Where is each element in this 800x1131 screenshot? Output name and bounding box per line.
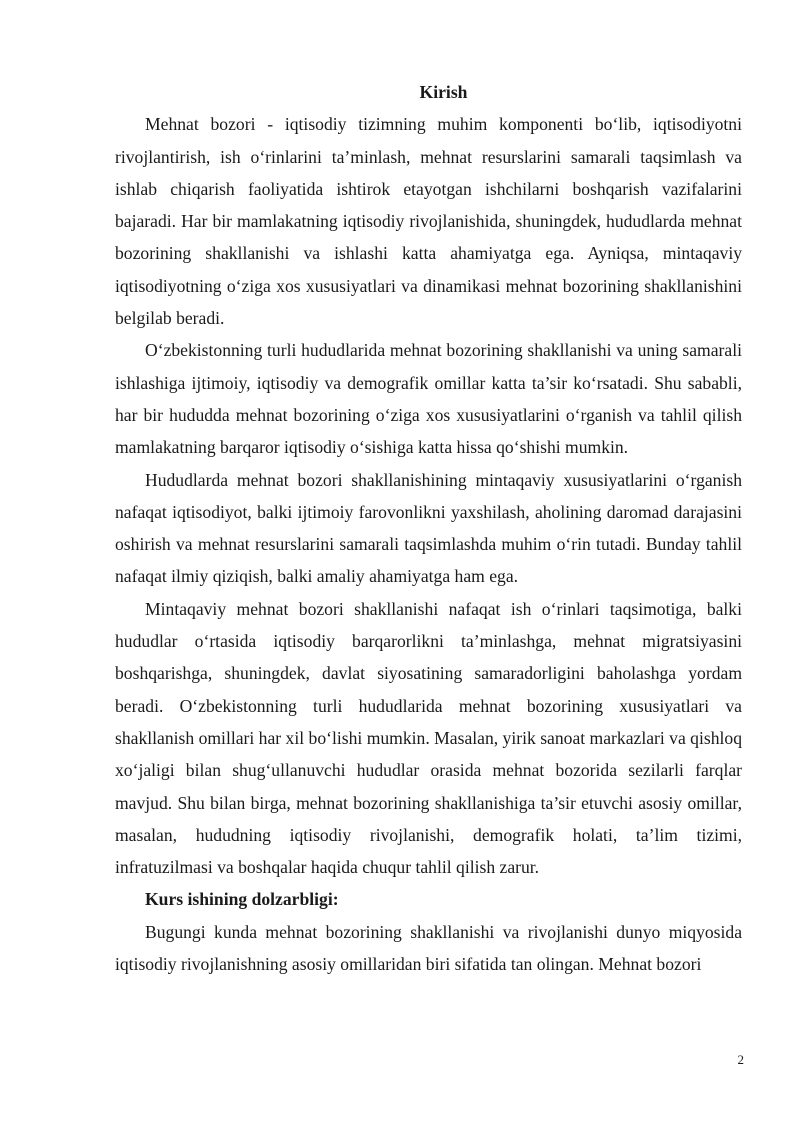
paragraph-5: Bugungi kunda mehnat bozorining shakllanishi va rivojlanishi dunyo miqyosida iqtisodiy rivojlanishning asosiy omillaridan biri sifatida tan olingan. Mehnat bozori — [115, 921, 742, 975]
paragraph-3: Hududlarda mehnat bozori shakllanishining mintaqaviy xususiyatlarini o‘rganish nafaqat iqtisodiyot, balki ijtimoiy farovonlikni yaxshilash, aholining daromad darajasini oshirish va mehnat resurslarini samarali taqsimlashda muhim o‘rin tutadi. Bunday tahlil nafaqat ilmiy qiziqish, balki amaliy ahamiyatga ham ega. — [115, 469, 742, 587]
subsection-heading: Kurs ishining dolzarbligi: — [145, 889, 339, 910]
paragraph-2: O‘zbekistonning turli hududlarida mehnat bozorining shakllanishi va uning samarali ishlashiga ijtimoiy, iqtisodiy va demografik omillar katta ta’sir ko‘rsatadi. Shu sababli, har bir hududda mehnat bozorining o‘ziga xos xususiyatlarini o‘rganish va tahlil qilish mamlakatning barqaror iqtisodiy o‘sishiga katta hissa qo‘shishi mumkin. — [115, 340, 742, 458]
page-number: 2 — [737, 1052, 744, 1067]
document-body — [115, 76, 742, 980]
paragraph-1: Mehnat bozori - iqtisodiy tizimning muhim komponenti bo‘lib, iqtisodiyotni rivojlantirish, ish o‘rinlarini ta’minlash, mehnat resurslarini samarali taqsimlash va ishlab chiqarish faoliyatida ishtirok etayotgan ishchilarni boshqarish vazifalarini bajaradi. Har bir mamlakatning iqtisodiy rivojlanishida, shuningdek, hududlarda mehnat bozorining shakllanishi va ishlashi katta ahamiyatga ega. Ayniqsa, mintaqaviy iqtisodiyotning o‘ziga xos xususiyatlari va dinamikasi mehnat bozorining shakllanishini belgilab beradi. — [115, 114, 742, 329]
paragraph-4: Mintaqaviy mehnat bozori shakllanishi nafaqat ish o‘rinlari taqsimotiga, balki hududlar o‘rtasida iqtisodiy barqarorlikni ta’minlashga, mehnat migratsiyasini boshqarishga, shuningdek, davlat siyosatining samaradorligini baholashga yordam beradi. O‘zbekistonning turli hududlarida mehnat bozorining xususiyatlari va shakllanish omillari har xil bo‘lishi mumkin. Masalan, yirik sanoat markazlari va qishloq xo‘jaligi bilan shug‘ullanuvchi hududlar orasida mehnat bozorida sezilarli farqlar mavjud. Shu bilan birga, mehnat bozorining shakllanishiga ta’sir etuvchi asosiy omillar, masalan, hududning iqtisodiy rivojlanishi, demografik holati, ta’lim tizimi, infratuzilmasi va boshqalar haqida chuqur tahlil qilish zarur. — [115, 598, 742, 878]
section-heading: Kirish — [419, 82, 468, 102]
